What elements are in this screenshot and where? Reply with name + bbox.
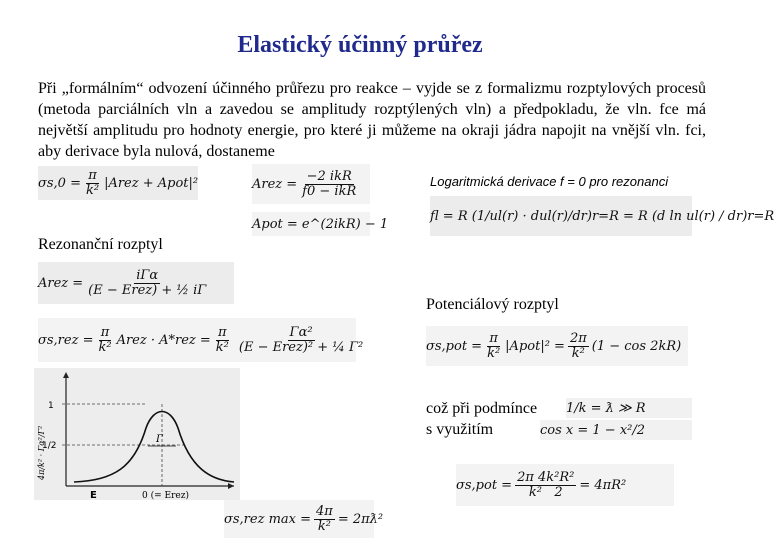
resonance-scattering-label: Rezonanční rozptyl [38, 236, 163, 253]
pi-over-k2: $\frac{\pi}{\text{k²}}$ [85, 167, 100, 198]
tick-half-label: 1/2 [42, 441, 57, 451]
sigma-s0-lhs: σs,0 = [38, 175, 81, 191]
equation-a-rez: Arez = $\frac{\text{−2 ikR}}{\text{f0 − ikR}}$ [252, 164, 370, 204]
page-title: Elastický účinný průřez [237, 32, 483, 58]
equation-sigma-s-rez: σs,rez = $\frac{\pi}{\text{k²}}$ Arez · A*rez = $\frac{\pi}{\text{k²}}$ $\frac{\text{Γα²}}{\text{(E − Erez)² + ¼ Γ²}}$ [38, 318, 356, 362]
y-axis-label: 4π/k² · Γα²/Γ² [37, 425, 46, 480]
resonance-curve-graph [34, 368, 240, 500]
condition-note: což při podmínce s využitím [426, 400, 538, 438]
gamma-label: Γ [156, 434, 163, 445]
log-derivative-note: Logaritmická derivace f = 0 pro rezonanci [430, 174, 669, 189]
tick-1-label: 1 [48, 401, 54, 411]
intro-paragraph: Při „formálním“ odvození účinného průřezu pro reakce – vyjde se z formalizmu rozptylových procesů (metoda parciálních vln a zavedou se amplitudy rozptýlených vln) a předpokladu, že vln. fce má největší amplitudu pro hodnoty energie, pro které ji můžeme na okraji jádra napojit na vnější vln. fci, aby derivace byla nulová, dostaneme [38, 80, 706, 160]
equation-sigma-max: σs,rez max = $\frac{4\pi}{\text{k²}}$ = 2πƛ² [224, 500, 374, 538]
equation-log-derivative: fl = R (1/ul(r) · dul(r)/dr)r=R = R (d ln ul(r) / dr)r=R [430, 196, 692, 236]
graph-background [34, 368, 240, 500]
equation-sigma-s-pot-final: σs,pot = $\frac{\text{2π 4k²R²}}{\text{k² 2}}$ = 4πR² [456, 464, 674, 506]
equation-a-pot: Apot = e^(2ikR) − 1 [252, 212, 370, 236]
potential-scattering-label: Potenciálový rozptyl [426, 296, 559, 313]
equation-sigma-s-pot: σs,pot = $\frac{\pi}{\text{k²}}$ |Apot|² = $\frac{2\pi}{\text{k²}}$ (1 − cos 2kR) [426, 326, 688, 366]
x-zero-label: 0 (= Erez) [142, 491, 189, 501]
x-axis-label: E [90, 490, 97, 501]
sigma-s0-rhs: |Arez + Apot|² [104, 175, 199, 191]
equation-a-rez-breit-wigner: Arez = $\frac{\text{iΓα}}{\text{(E − Erez) + ½ iΓ}}$ [38, 262, 234, 304]
equation-sigma-s0 [38, 166, 198, 200]
condition-equation-1: 1/k = ƛ ≫ R [566, 398, 692, 418]
condition-equation-2: cos x = 1 − x²/2 [540, 420, 692, 440]
